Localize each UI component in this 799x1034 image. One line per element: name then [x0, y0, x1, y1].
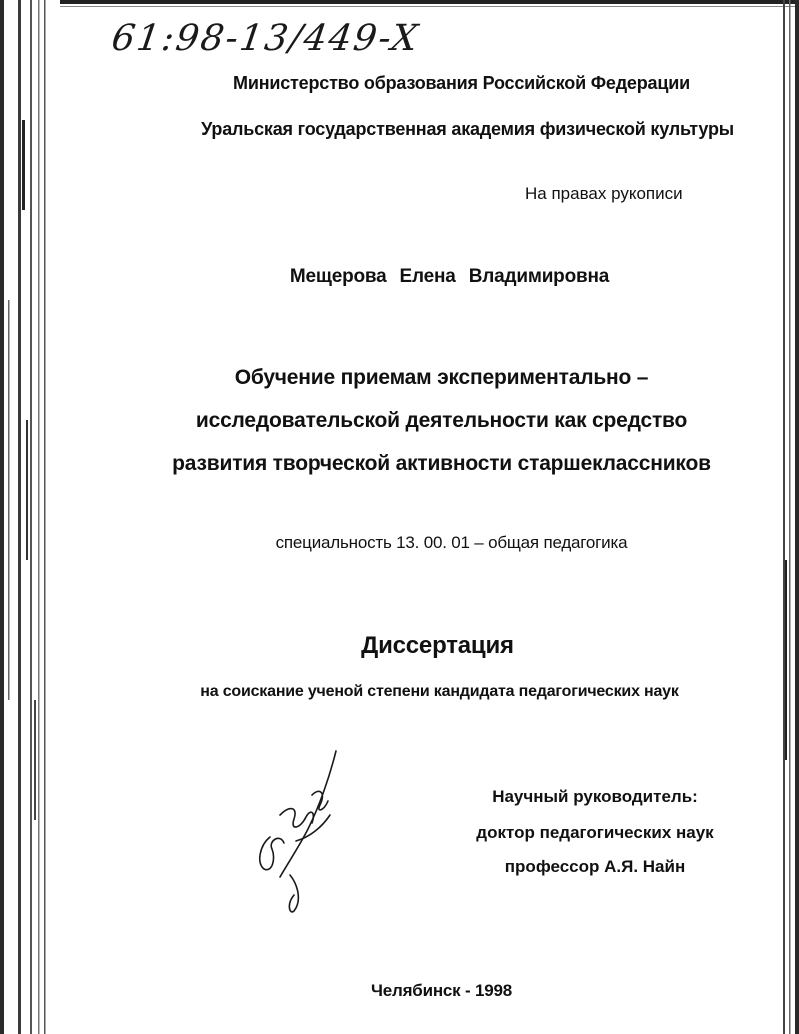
title-line-1: Обучение приемам экспериментально –	[234, 366, 649, 389]
author-name: Мещерова Елена Владимировна	[289, 266, 610, 287]
document-type: Диссертация	[361, 632, 514, 659]
degree-statement: на соискание ученой степени кандидата педагогических наук	[200, 683, 679, 700]
scan-edge-left	[0, 0, 60, 1034]
ministry-name: Министерство образования Российской Федерации	[233, 73, 690, 93]
scan-edge-top	[60, 0, 799, 14]
supervisor-name: профессор А.Я. Найн	[504, 857, 686, 876]
city-year: Челябинск - 1998	[370, 981, 513, 1000]
manuscript-note: На правах рукописи	[525, 184, 683, 203]
title-line-3: развития творческой активности старшеклассников	[172, 452, 711, 475]
signature-image	[250, 745, 350, 915]
title-line-2: исследовательской деятельности как средство	[195, 409, 688, 432]
catalog-code: 61:98-13/449-X	[109, 18, 422, 59]
academy-name: Уральская государственная академия физической культуры	[201, 119, 734, 139]
specialty: специальность 13. 00. 01 – общая педагогика	[275, 533, 628, 552]
supervisor-degree: доктор педагогических наук	[476, 823, 714, 842]
supervisor-label: Научный руководитель:	[492, 787, 698, 806]
scan-edge-right	[759, 0, 799, 1034]
